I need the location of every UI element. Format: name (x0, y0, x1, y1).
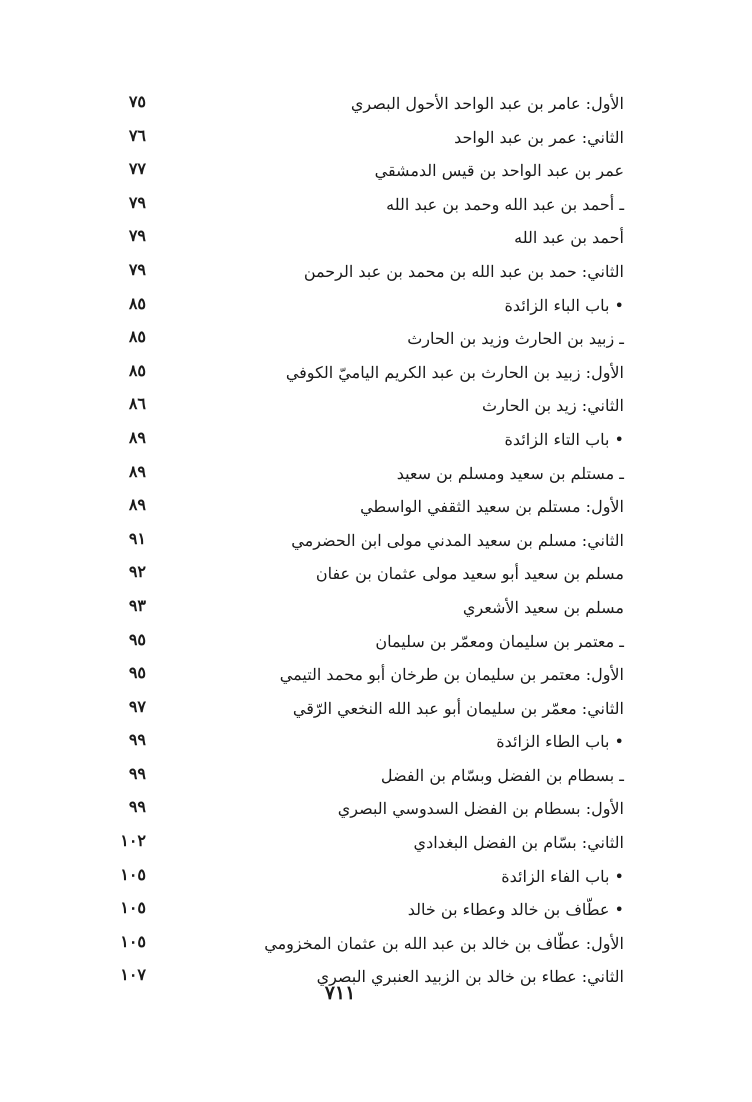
toc-entry (0, 827, 752, 861)
toc-entry (0, 793, 752, 827)
entry-title: الثاني: مسلم بن سعيد المدني مولى ابن الحضرمي (291, 530, 624, 550)
entry-page-number: ٧٩ (128, 192, 146, 212)
entry-page-number: ٨٩ (128, 427, 146, 447)
toc-entry (0, 390, 752, 424)
entry-page-number: ١٠٥ (120, 864, 146, 884)
entry-page-number: ١٠٢ (120, 831, 146, 851)
entry-page-number: ٩٩ (128, 763, 146, 783)
entry-title: ـ معتمر بن سليمان ومعمّر بن سليمان (375, 631, 624, 651)
page-number: ٧١١ (324, 982, 356, 1004)
entry-page-number: ١٠٥ (120, 898, 146, 918)
entry-page-number: ٨٩ (128, 461, 146, 481)
entry-title: مسلم بن سعيد الأشعري (462, 597, 624, 617)
entry-page-number: ٩٣ (128, 595, 146, 615)
toc-entry (0, 122, 752, 156)
entry-page-number: ٩٥ (128, 663, 146, 683)
toc-entry (0, 222, 752, 256)
toc-entry (0, 894, 752, 928)
entry-title: ـ مستلم بن سعيد ومسلم بن سعيد (396, 463, 624, 483)
entry-title: • باب الطاء الزائدة (496, 732, 624, 752)
entry-page-number: ٨٩ (128, 495, 146, 515)
entry-page-number: ٧٦ (128, 125, 146, 145)
toc-section-heading (0, 726, 752, 760)
entry-page-number: ٩٥ (128, 629, 146, 649)
entry-title: الثاني: زيد بن الحارث (482, 396, 624, 416)
entry-title: ـ زبيد بن الحارث وزيد بن الحارث (407, 329, 624, 349)
toc-entry (0, 928, 752, 962)
entry-page-number: ١٠٧ (120, 965, 146, 985)
entry-title: عمر بن عبد الواحد بن قيس الدمشقي (374, 161, 624, 181)
toc-entry (0, 189, 752, 223)
toc-entry (0, 626, 752, 660)
entry-title: • باب الباء الزائدة (504, 295, 624, 315)
entry-title: الأول: معتمر بن سليمان بن طرخان أبو محمد التيمي (279, 665, 624, 685)
toc-entry (0, 155, 752, 189)
entry-title: الأول: مستلم بن سعيد الثقفي الواسطي (360, 497, 624, 517)
toc-entry (0, 256, 752, 290)
toc-entry (0, 357, 752, 391)
entry-page-number: ٩١ (128, 528, 146, 548)
entry-title: الثاني: بسّام بن الفضل البغدادي (413, 833, 624, 853)
toc-entry (0, 693, 752, 727)
toc-entry (0, 659, 752, 693)
entry-page-number: ٧٩ (128, 259, 146, 279)
entry-title: ـ أحمد بن عبد الله وحمد بن عبد الله (386, 194, 624, 214)
entry-page-number: ٩٩ (128, 797, 146, 817)
table-of-contents (0, 88, 752, 995)
entry-title: الأول: زبيد بن الحارث بن عبد الكريم الياميّ الكوفي (285, 362, 624, 382)
entry-title: الثاني: حمد بن عبد الله بن محمد بن عبد الرحمن (303, 261, 624, 281)
entry-page-number: ٩٢ (128, 562, 146, 582)
entry-title: • باب الفاء الزائدة (501, 866, 624, 886)
entry-title: الثاني: عطاء بن خالد بن الزبيد العنبري البصري (316, 967, 624, 987)
entry-page-number: ٨٦ (128, 394, 146, 414)
entry-page-number: ٧٧ (128, 159, 146, 179)
entry-page-number: ٨٥ (128, 293, 146, 313)
entry-title: الأول: عامر بن عبد الواحد الأحول البصري (350, 94, 624, 113)
toc-section-heading (0, 290, 752, 324)
entry-page-number: ٨٥ (128, 360, 146, 380)
toc-entry (0, 558, 752, 592)
toc-entry (0, 760, 752, 794)
entry-page-number: ٩٧ (128, 696, 146, 716)
entry-title: ـ بسطام بن الفضل وبسّام بن الفضل (380, 765, 624, 785)
entry-title: مسلم بن سعيد أبو سعيد مولى عثمان بن عفان (315, 564, 624, 584)
entry-page-number: ٨٥ (128, 327, 146, 347)
toc-entry (0, 491, 752, 525)
entry-title: أحمد بن عبد الله (514, 228, 624, 248)
toc-entry (0, 458, 752, 492)
entry-page-number: ٩٩ (128, 730, 146, 750)
toc-entry (0, 592, 752, 626)
entry-page-number: ٧٥ (128, 92, 146, 111)
entry-title: الأول: بسطام بن الفضل السدوسي البصري (337, 799, 624, 819)
entry-page-number: ٧٩ (128, 226, 146, 246)
entry-title: الأول: عطّاف بن خالد بن عبد الله بن عثمان المخزومي (264, 933, 624, 953)
toc-entry (0, 88, 752, 122)
entry-page-number: ١٠٥ (120, 931, 146, 951)
toc-entry (0, 525, 752, 559)
toc-section-heading (0, 424, 752, 458)
toc-entry (0, 323, 752, 357)
entry-title: الثاني: عمر بن عبد الواحد (454, 127, 624, 147)
toc-section-heading (0, 861, 752, 895)
entry-title: • باب التاء الزائدة (504, 429, 624, 449)
entry-title: • عطّاف بن خالد وعطاء بن خالد (407, 900, 624, 920)
entry-title: الثاني: معمّر بن سليمان أبو عبد الله النخعي الرّقي (292, 698, 624, 718)
